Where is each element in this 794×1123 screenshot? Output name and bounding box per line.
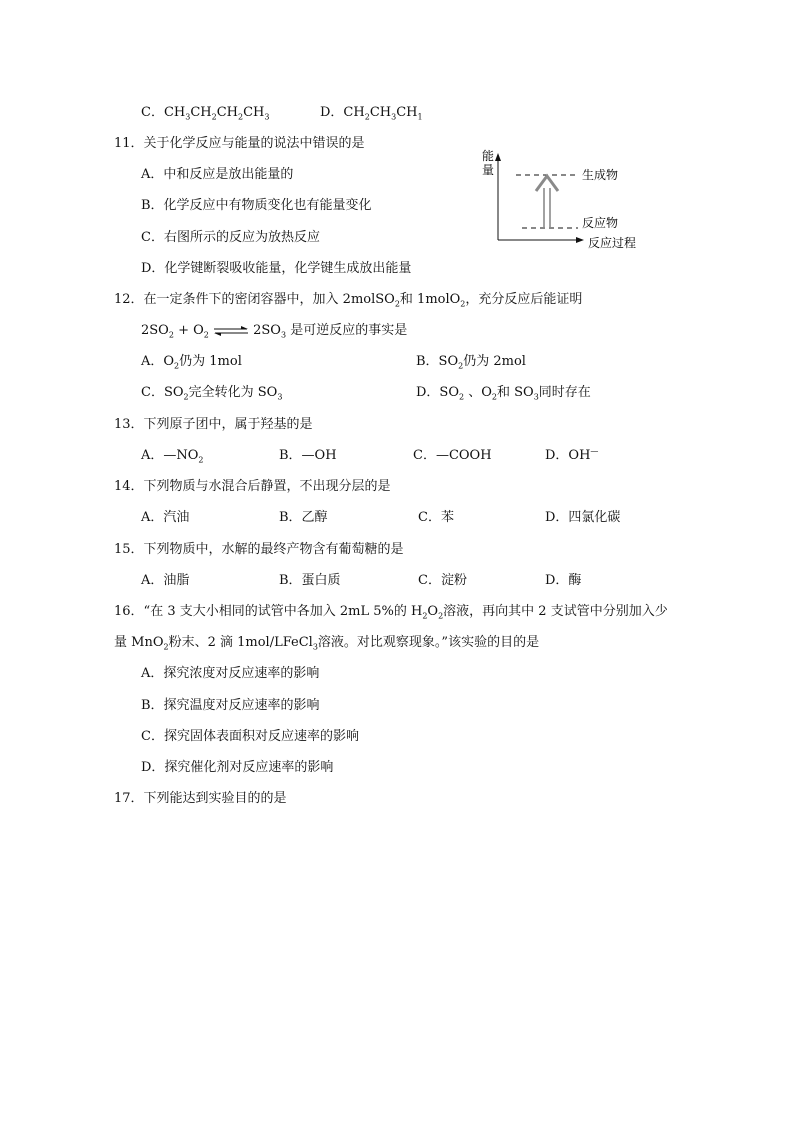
q12-equation: $2SO_2 + O_2$ $2SO_3$ 是可逆反应的事实是 — [141, 323, 408, 340]
energy-axis-label-2: 量 — [482, 163, 495, 177]
q16-option-c: C．探究固体表面积对反应速率的影响 — [141, 729, 359, 744]
q17-stem: 17．下列能达到实验目的的是 — [114, 791, 287, 806]
q14-option-c: C．苯 — [418, 510, 454, 525]
q14-stem: 14．下列物质与水混合后静置，不出现分层的是 — [114, 479, 391, 494]
q13-option-c: C．—COOH — [413, 448, 492, 463]
process-axis-label: 反应过程 — [588, 236, 637, 250]
q16-option-b: B．探究温度对反应速率的影响 — [141, 698, 320, 713]
q12-option-a: A．$O_2$仍为 1mol — [141, 354, 242, 371]
q11-option-b: B．化学反应中有物质变化也有能量变化 — [141, 198, 372, 213]
q10-option-d: D．$CH_2CH_3CH_1$ — [320, 105, 423, 122]
q11-option-a: A．中和反应是放出能量的 — [141, 167, 294, 182]
energy-y-axis-arrow — [495, 153, 501, 161]
q11-option-c: C．右图所示的反应为放热反应 — [141, 230, 320, 245]
q16-stem-line-2: 量 MnO$_2$粉末、2 滴 1mol/LFeCl$_3$溶液。对比观察现象。”该实验的目的是 — [114, 635, 540, 652]
q13-stem: 13．下列原子团中，属于羟基的是 — [114, 417, 313, 432]
energy-diagram — [478, 148, 648, 254]
q14-option-d: D．四氯化碳 — [545, 510, 621, 525]
product-label: 生成物 — [582, 168, 619, 182]
energy-x-axis-arrow — [576, 237, 584, 243]
q12-option-b: B．$SO_2$仍为 2mol — [416, 354, 526, 371]
q13-option-b: B．—OH — [279, 448, 337, 463]
reversible-arrow-icon — [213, 326, 249, 336]
q15-stem: 15．下列物质中，水解的最终产物含有葡萄糖的是 — [114, 542, 404, 557]
q15-option-d: D．酶 — [545, 573, 582, 588]
q12-stem: 12．在一定条件下的密闭容器中，加入 2molSO$_2$和 1molO$_2$，充分反应后能证明 — [114, 292, 583, 309]
q11-stem: 11．关于化学反应与能量的说法中错误的是 — [114, 136, 365, 151]
q13-option-d: D．OH— — [545, 446, 599, 463]
q16-stem-line-1: 16．“在 3 支大小相同的试管中各加入 2mL 5%的 $H_2O_2$溶液，再向其中 2 支试管中分别加入少 — [114, 604, 668, 621]
q13-option-a: A．$—NO_2$ — [141, 448, 204, 465]
q15-option-a: A．油脂 — [141, 573, 190, 588]
energy-increase-arrow — [536, 176, 558, 228]
q11-option-d: D．化学键断裂吸收能量，化学键生成放出能量 — [141, 261, 412, 276]
q12-option-d: D．$SO_2$ 、$O_2$和 $SO_3$同时存在 — [416, 385, 591, 402]
q15-option-c: C．淀粉 — [418, 573, 467, 588]
q12-option-c: C．$SO_2$完全转化为 $SO_3$ — [141, 385, 283, 402]
q14-option-b: B．乙醇 — [279, 510, 328, 525]
q16-option-a: A．探究浓度对反应速率的影响 — [141, 666, 320, 681]
q15-option-b: B．蛋白质 — [279, 573, 341, 588]
reactant-label: 反应物 — [582, 216, 619, 230]
q16-option-d: D．探究催化剂对反应速率的影响 — [141, 760, 334, 775]
q10-option-c: C．$CH_3CH_2CH_2CH_3$ — [141, 105, 270, 122]
q14-option-a: A．汽油 — [141, 510, 190, 525]
energy-axis-label-1: 能 — [482, 149, 495, 163]
